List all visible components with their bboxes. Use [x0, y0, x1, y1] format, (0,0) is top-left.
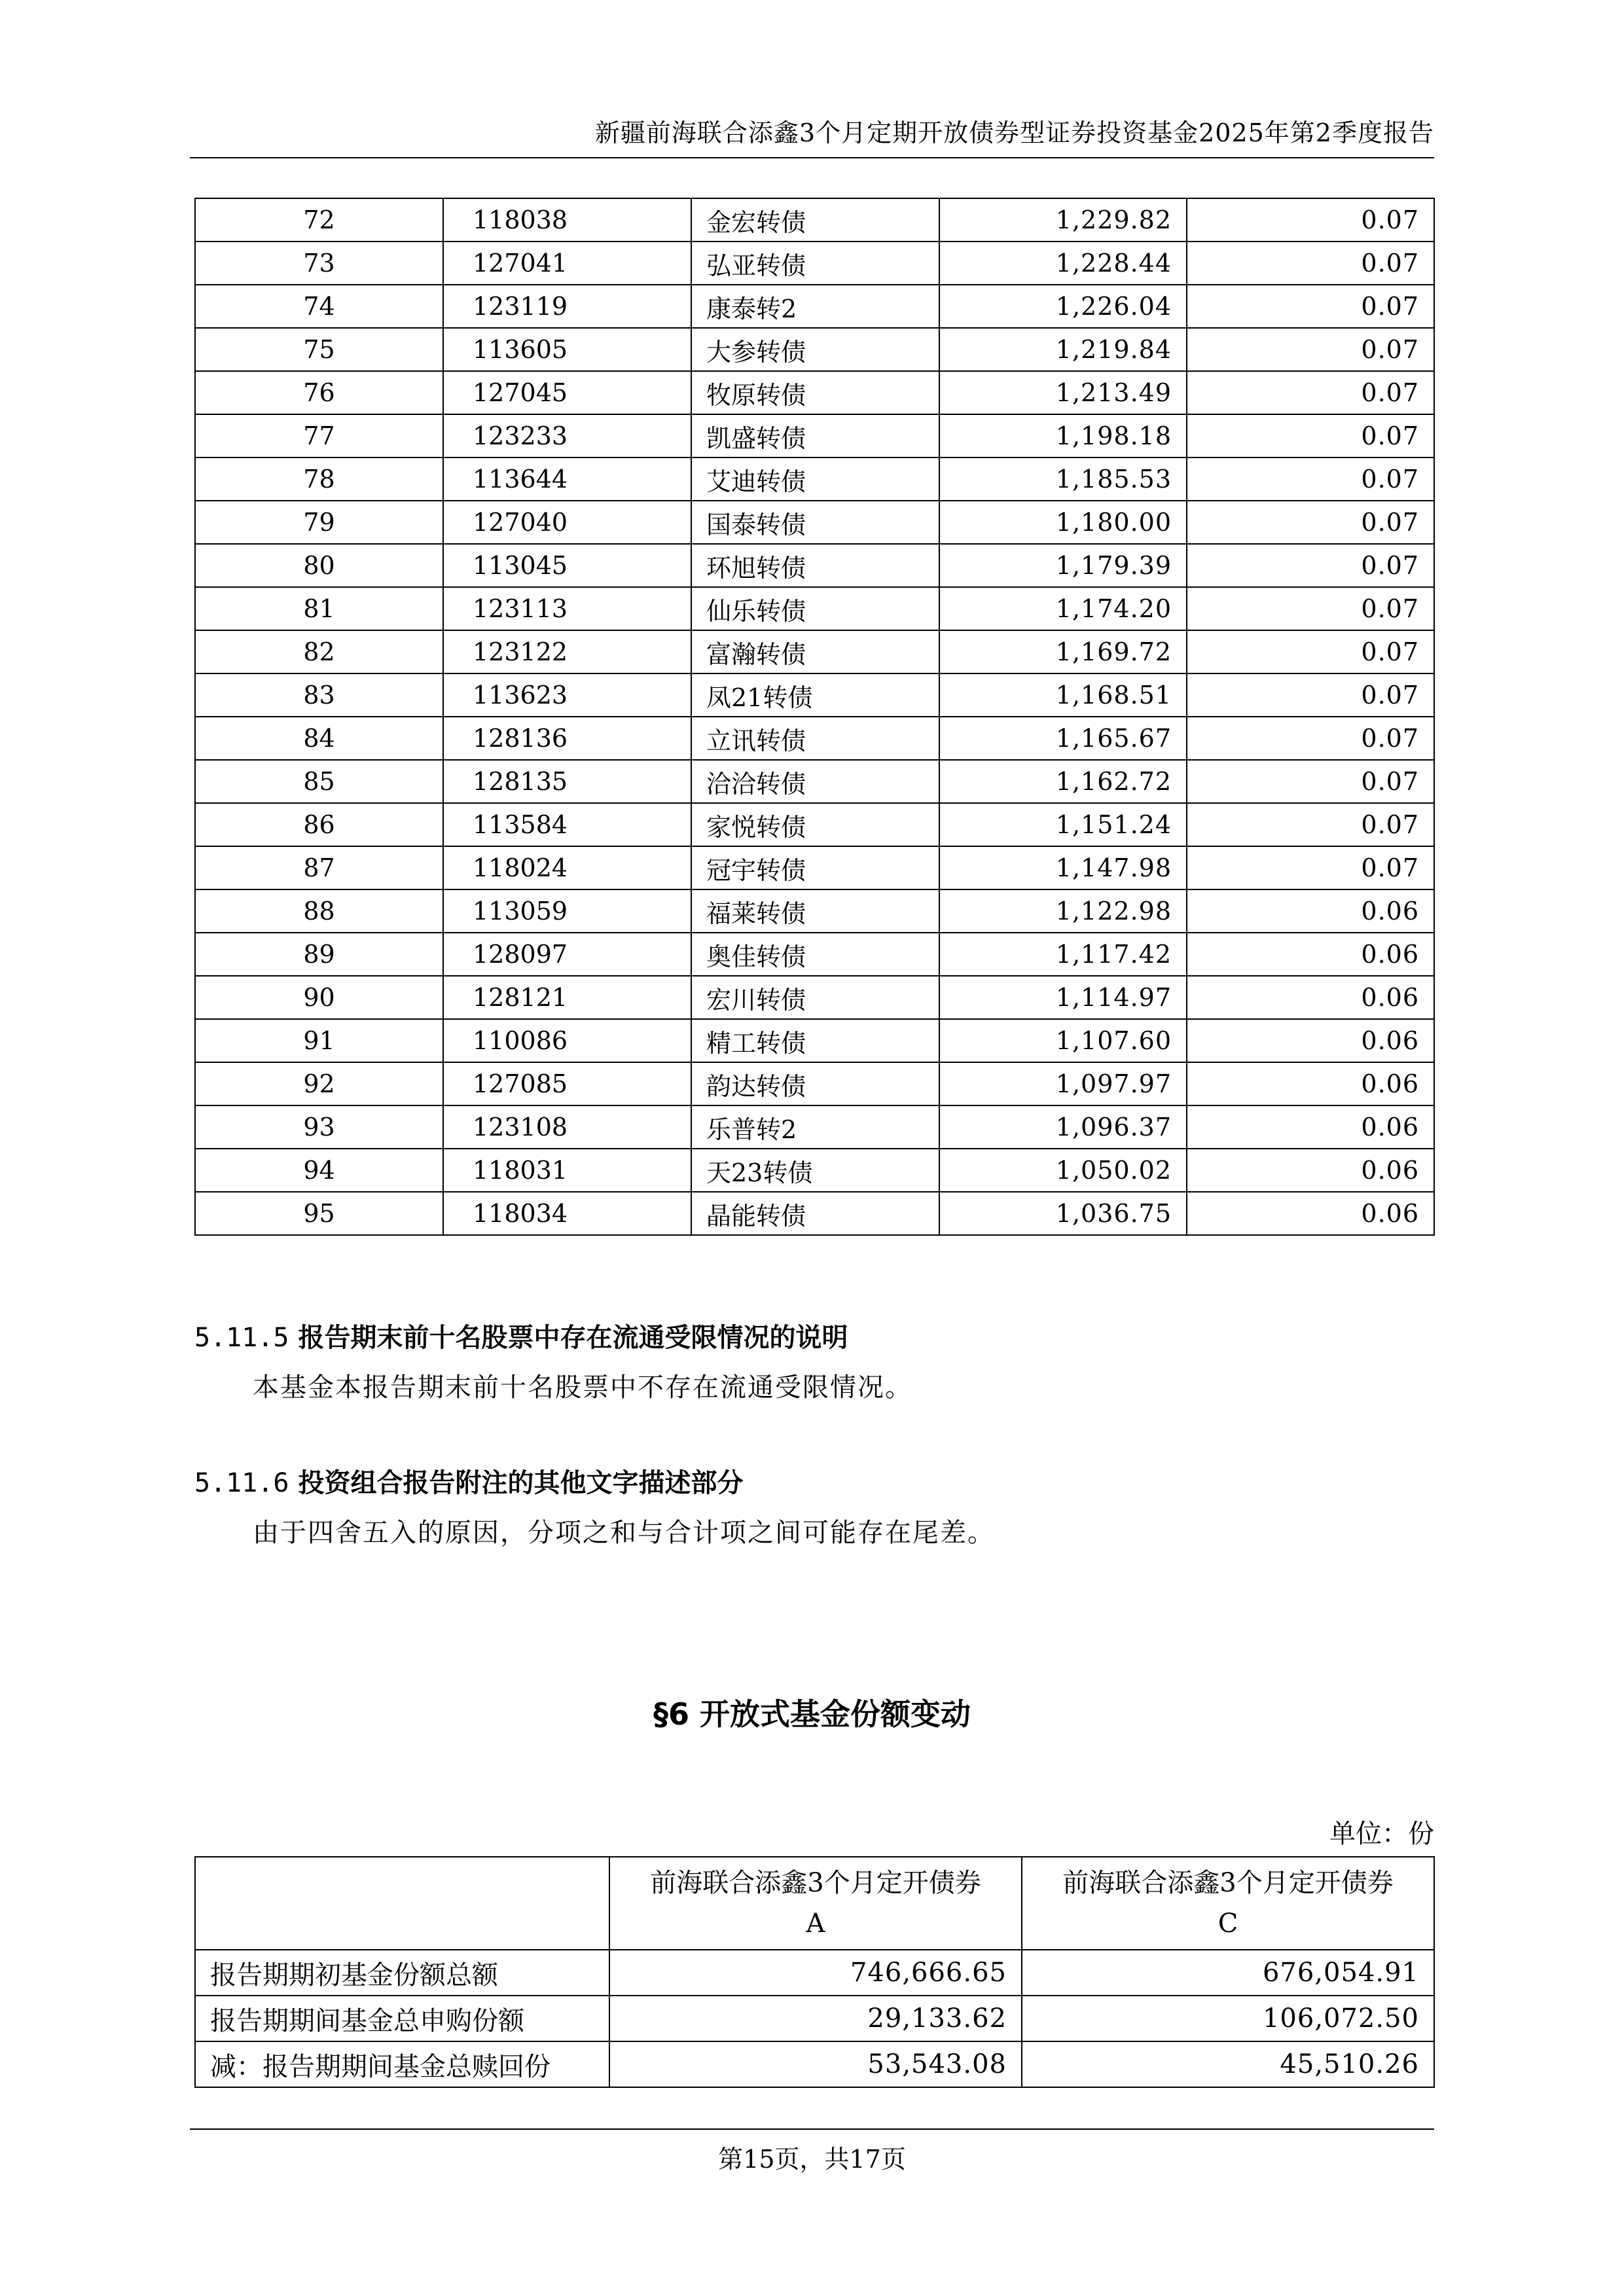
- bond-code: 118031: [443, 1149, 691, 1192]
- column-header-line: A: [806, 1909, 825, 1939]
- fair-value: 1,151.24: [939, 803, 1187, 846]
- class-c-value: 45,510.26: [1022, 2041, 1434, 2087]
- bond-name: 凤21转债: [691, 673, 939, 717]
- row-number: 89: [195, 933, 443, 976]
- row-label: 报告期期初基金份额总额: [195, 1950, 609, 1996]
- net-asset-ratio: 0.07: [1187, 285, 1434, 328]
- table-row: [195, 1192, 1434, 1235]
- table-row: [195, 976, 1434, 1019]
- section-5-11-5-body: 本基金本报告期末前十名股票中不存在流通受限情况。: [253, 1372, 912, 1403]
- chapter-6-title: §6 开放式基金份额变动: [653, 1696, 971, 1732]
- row-number: 73: [195, 242, 443, 285]
- empty-header-cell: [195, 1857, 609, 1950]
- bond-code: 113644: [443, 457, 691, 501]
- table-row: [195, 1062, 1434, 1105]
- net-asset-ratio: 0.06: [1187, 1019, 1434, 1062]
- net-asset-ratio: 0.07: [1187, 242, 1434, 285]
- bond-name: 乐普转2: [691, 1105, 939, 1149]
- bond-name: 凯盛转债: [691, 414, 939, 457]
- row-number: 95: [195, 1192, 443, 1235]
- table-row: [195, 933, 1434, 976]
- row-number: 86: [195, 803, 443, 846]
- bond-name: 奥佳转债: [691, 933, 939, 976]
- net-asset-ratio: 0.06: [1187, 933, 1434, 976]
- bond-code: 113059: [443, 889, 691, 933]
- bond-code: 123108: [443, 1105, 691, 1149]
- bond-code: 113584: [443, 803, 691, 846]
- table-row: [195, 328, 1434, 371]
- row-number: 94: [195, 1149, 443, 1192]
- row-number: 72: [195, 198, 443, 242]
- table-row: [195, 846, 1434, 889]
- table-row: [195, 198, 1434, 242]
- fair-value: 1,169.72: [939, 630, 1187, 673]
- page-header-title: 新疆前海联合添鑫3个月定期开放债券型证券投资基金2025年第2季度报告: [594, 118, 1434, 147]
- section-title: 报告期末前十名股票中存在流通受限情况的说明: [298, 1323, 848, 1353]
- net-asset-ratio: 0.07: [1187, 501, 1434, 544]
- bond-code: 118034: [443, 1192, 691, 1235]
- bond-code: 128136: [443, 717, 691, 760]
- table-row: [195, 1105, 1434, 1149]
- row-number: 91: [195, 1019, 443, 1062]
- section-title: 投资组合报告附注的其他文字描述部分: [298, 1468, 744, 1498]
- unit-label: 单位：份: [1329, 1819, 1434, 1849]
- fair-value: 1,229.82: [939, 198, 1187, 242]
- net-asset-ratio: 0.07: [1187, 587, 1434, 630]
- table-row: [195, 803, 1434, 846]
- bond-code: 128097: [443, 933, 691, 976]
- column-header-class-a: [609, 1857, 1022, 1950]
- fair-value: 1,096.37: [939, 1105, 1187, 1149]
- table-row: [195, 2041, 1434, 2087]
- net-asset-ratio: 0.07: [1187, 544, 1434, 587]
- bond-code: 123233: [443, 414, 691, 457]
- net-asset-ratio: 0.07: [1187, 630, 1434, 673]
- row-number: 75: [195, 328, 443, 371]
- bond-name: 富瀚转债: [691, 630, 939, 673]
- net-asset-ratio: 0.07: [1187, 457, 1434, 501]
- row-label: 报告期期间基金总申购份额: [195, 1996, 609, 2041]
- row-label: 减：报告期期间基金总赎回份: [195, 2041, 609, 2087]
- table-row: [195, 414, 1434, 457]
- page-number: 第15页，共17页: [718, 2145, 906, 2174]
- bond-name: 仙乐转债: [691, 587, 939, 630]
- bond-name: 弘亚转债: [691, 242, 939, 285]
- fair-value: 1,147.98: [939, 846, 1187, 889]
- bond-code: 123119: [443, 285, 691, 328]
- fair-value: 1,165.67: [939, 717, 1187, 760]
- net-asset-ratio: 0.06: [1187, 976, 1434, 1019]
- row-number: 93: [195, 1105, 443, 1149]
- bond-name: 宏川转债: [691, 976, 939, 1019]
- row-number: 82: [195, 630, 443, 673]
- bond-code: 127085: [443, 1062, 691, 1105]
- section-number: 5.11.6: [194, 1468, 289, 1498]
- bond-code: 128135: [443, 760, 691, 803]
- bond-code: 123122: [443, 630, 691, 673]
- table-row: [195, 371, 1434, 414]
- bond-name: 福莱转债: [691, 889, 939, 933]
- row-number: 87: [195, 846, 443, 889]
- fair-value: 1,174.20: [939, 587, 1187, 630]
- table-row: [195, 457, 1434, 501]
- bond-name: 国泰转债: [691, 501, 939, 544]
- class-a-value: 29,133.62: [609, 1996, 1022, 2041]
- net-asset-ratio: 0.07: [1187, 371, 1434, 414]
- net-asset-ratio: 0.07: [1187, 803, 1434, 846]
- bond-name: 家悦转债: [691, 803, 939, 846]
- fair-value: 1,168.51: [939, 673, 1187, 717]
- bond-code: 127041: [443, 242, 691, 285]
- bond-code: 113045: [443, 544, 691, 587]
- row-number: 80: [195, 544, 443, 587]
- net-asset-ratio: 0.06: [1187, 889, 1434, 933]
- bond-name: 立讯转债: [691, 717, 939, 760]
- row-number: 84: [195, 717, 443, 760]
- bond-name: 精工转债: [691, 1019, 939, 1062]
- fair-value: 1,213.49: [939, 371, 1187, 414]
- fair-value: 1,228.44: [939, 242, 1187, 285]
- bond-name: 晶能转债: [691, 1192, 939, 1235]
- table-row: [195, 717, 1434, 760]
- footer-divider: [190, 2128, 1434, 2130]
- class-c-value: 106,072.50: [1022, 1996, 1434, 2041]
- net-asset-ratio: 0.07: [1187, 717, 1434, 760]
- row-number: 78: [195, 457, 443, 501]
- fair-value: 1,122.98: [939, 889, 1187, 933]
- table-row: [195, 630, 1434, 673]
- bond-code: 118038: [443, 198, 691, 242]
- row-number: 83: [195, 673, 443, 717]
- bond-code: 113623: [443, 673, 691, 717]
- bond-name: 洽洽转债: [691, 760, 939, 803]
- net-asset-ratio: 0.06: [1187, 1149, 1434, 1192]
- section-5-11-6-body: 由于四舍五入的原因，分项之和与合计项之间可能存在尾差。: [253, 1518, 995, 1548]
- fair-value: 1,185.53: [939, 457, 1187, 501]
- bond-code: 118024: [443, 846, 691, 889]
- row-number: 77: [195, 414, 443, 457]
- bond-code: 128121: [443, 976, 691, 1019]
- bond-name: 金宏转债: [691, 198, 939, 242]
- row-number: 90: [195, 976, 443, 1019]
- net-asset-ratio: 0.06: [1187, 1062, 1434, 1105]
- section-5-11-6-heading: [194, 1462, 744, 1499]
- bond-code: 127040: [443, 501, 691, 544]
- fair-value: 1,097.97: [939, 1062, 1187, 1105]
- row-number: 79: [195, 501, 443, 544]
- fair-value: 1,219.84: [939, 328, 1187, 371]
- bond-name: 环旭转债: [691, 544, 939, 587]
- table-row: [195, 1950, 1434, 1996]
- net-asset-ratio: 0.06: [1187, 1192, 1434, 1235]
- row-number: 81: [195, 587, 443, 630]
- table-row: [195, 501, 1434, 544]
- column-header-line: 前海联合添鑫3个月定开债券: [650, 1868, 981, 1898]
- section-number: 5.11.5: [194, 1323, 289, 1353]
- net-asset-ratio: 0.07: [1187, 760, 1434, 803]
- fair-value: 1,050.02: [939, 1149, 1187, 1192]
- bond-name: 冠宇转债: [691, 846, 939, 889]
- bond-code: 123113: [443, 587, 691, 630]
- fair-value: 1,114.97: [939, 976, 1187, 1019]
- fair-value: 1,117.42: [939, 933, 1187, 976]
- fair-value: 1,107.60: [939, 1019, 1187, 1062]
- fair-value: 1,036.75: [939, 1192, 1187, 1235]
- column-header-line: 前海联合添鑫3个月定开债券: [1062, 1868, 1394, 1898]
- table-row: [195, 1996, 1434, 2041]
- bond-name: 牧原转债: [691, 371, 939, 414]
- fund-share-change-table: [194, 1856, 1435, 2088]
- table-row: [195, 760, 1434, 803]
- table-row: [195, 673, 1434, 717]
- bond-code: 110086: [443, 1019, 691, 1062]
- net-asset-ratio: 0.07: [1187, 328, 1434, 371]
- class-a-value: 53,543.08: [609, 2041, 1022, 2087]
- header-divider: [190, 157, 1434, 158]
- column-header-line: C: [1218, 1909, 1238, 1939]
- class-c-value: 676,054.91: [1022, 1950, 1434, 1996]
- bond-name: 大参转债: [691, 328, 939, 371]
- fair-value: 1,226.04: [939, 285, 1187, 328]
- bond-name: 韵达转债: [691, 1062, 939, 1105]
- table-row: [195, 1149, 1434, 1192]
- row-number: 74: [195, 285, 443, 328]
- row-number: 88: [195, 889, 443, 933]
- bond-name: 天23转债: [691, 1149, 939, 1192]
- table-row: [195, 889, 1434, 933]
- table-row: [195, 242, 1434, 285]
- row-number: 85: [195, 760, 443, 803]
- bond-name: 艾迪转债: [691, 457, 939, 501]
- section-5-11-5-heading: [194, 1317, 848, 1354]
- row-number: 76: [195, 371, 443, 414]
- table-header-row: [195, 1857, 1434, 1950]
- fair-value: 1,179.39: [939, 544, 1187, 587]
- fair-value: 1,198.18: [939, 414, 1187, 457]
- table-row: [195, 285, 1434, 328]
- fair-value: 1,180.00: [939, 501, 1187, 544]
- bond-code: 127045: [443, 371, 691, 414]
- net-asset-ratio: 0.06: [1187, 1105, 1434, 1149]
- table-row: [195, 1019, 1434, 1062]
- convertible-bond-holdings-table: [194, 198, 1435, 1236]
- net-asset-ratio: 0.07: [1187, 673, 1434, 717]
- net-asset-ratio: 0.07: [1187, 846, 1434, 889]
- row-number: 92: [195, 1062, 443, 1105]
- class-a-value: 746,666.65: [609, 1950, 1022, 1996]
- net-asset-ratio: 0.07: [1187, 414, 1434, 457]
- net-asset-ratio: 0.07: [1187, 198, 1434, 242]
- table-row: [195, 544, 1434, 587]
- bond-name: 康泰转2: [691, 285, 939, 328]
- table-row: [195, 587, 1434, 630]
- bond-code: 113605: [443, 328, 691, 371]
- fair-value: 1,162.72: [939, 760, 1187, 803]
- column-header-class-c: [1022, 1857, 1434, 1950]
